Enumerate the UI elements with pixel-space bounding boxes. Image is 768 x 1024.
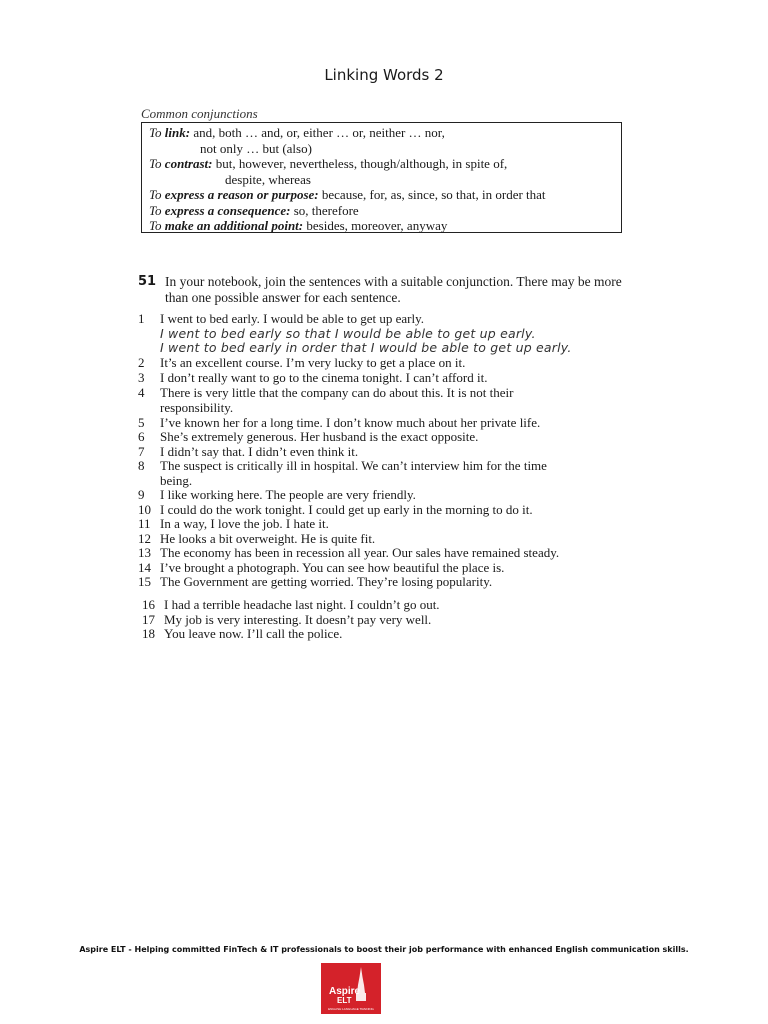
list-item-continuation: responsibility. [160,400,234,415]
aspire-elt-logo [321,963,381,1014]
svg-text:ELT: ELT [337,996,352,1005]
list-item: 11 In a way, I love the job. I hate it. [138,516,329,531]
logo-graphic [321,963,381,1014]
list-item: 7 I didn’t say that. I didn’t even think it. [138,444,359,459]
list-item: 18 You leave now. I’ll call the police. [142,626,343,641]
list-item: 3 I don’t really want to go to the cinema tonight. I can’t afford it. [138,370,488,385]
list-item: 10 I could do the work tonight. I could get up early in the morning to do it. [138,502,533,517]
list-item: 6 She’s extremely generous. Her husband is the exact opposite. [138,429,479,444]
box-caption: Common conjunctions [141,106,258,121]
exercise-number: 51 [138,274,157,289]
conj-link: To link: and, both … and, or, either … or, neither … nor, [149,125,445,140]
list-item: 5 I’ve known her for a long time. I don’t know much about her private life. [138,415,541,430]
conj-additional: To make an additional point: besides, moreover, anyway [149,218,448,233]
conj-contrast: To contrast: but, however, nevertheless, though/although, in spite of, [149,156,508,171]
list-item: 1 I went to bed early. I would be able to get up early. [138,311,424,326]
conjunctions-box [141,122,622,233]
list-item: 13 The economy has been in recession all year. Our sales have remained steady. [138,545,560,560]
list-item: 8 The suspect is critically ill in hospital. We can’t interview him for the time [138,458,547,473]
list-item: 12 He looks a bit overweight. He is quite fit. [138,531,376,546]
list-item: 2 It’s an excellent course. I’m very lucky to get a place on it. [138,355,466,370]
list-item: 16 I had a terrible headache last night. I couldn’t go out. [142,597,440,612]
conj-contrast-cont: despite, whereas [225,171,311,187]
list-item: 17 My job is very interesting. It doesn’t pay very well. [142,612,432,627]
list-item: 9 I like working here. The people are very friendly. [138,487,416,502]
svg-text:ENGLISH LANGUAGE TRAINING: ENGLISH LANGUAGE TRAINING [328,1007,374,1011]
list-item-continuation: being. [160,473,193,488]
example-answer: I went to bed early so that I would be able to get up early. [160,326,536,341]
example-answer: I went to bed early in order that I would be able to get up early. [160,340,572,355]
list-item: 4 There is very little that the company can do about this. It is not their [138,385,514,400]
exercise-instructions: In your notebook, join the sentences with a suitable conjunction. There may be more than one possible answer for each sentence. [165,274,622,305]
conj-reason: To express a reason or purpose: because, for, as, since, so that, in order that [149,187,546,202]
conj-link-cont: not only … but (also) [200,140,312,156]
svg-text:Aspire: Aspire [329,986,361,997]
page-title: Linking Words 2 [324,66,444,84]
conj-consequence: To express a consequence: so, therefore [149,202,359,218]
footer-tagline: Aspire ELT - Helping committed FinTech & IT professionals to boost their job performance with enhanced English communication skills. [79,945,689,954]
list-item: 15 The Government are getting worried. They’re losing popularity. [138,574,493,589]
list-item: 14 I’ve brought a photograph. You can see how beautiful the place is. [138,560,505,575]
